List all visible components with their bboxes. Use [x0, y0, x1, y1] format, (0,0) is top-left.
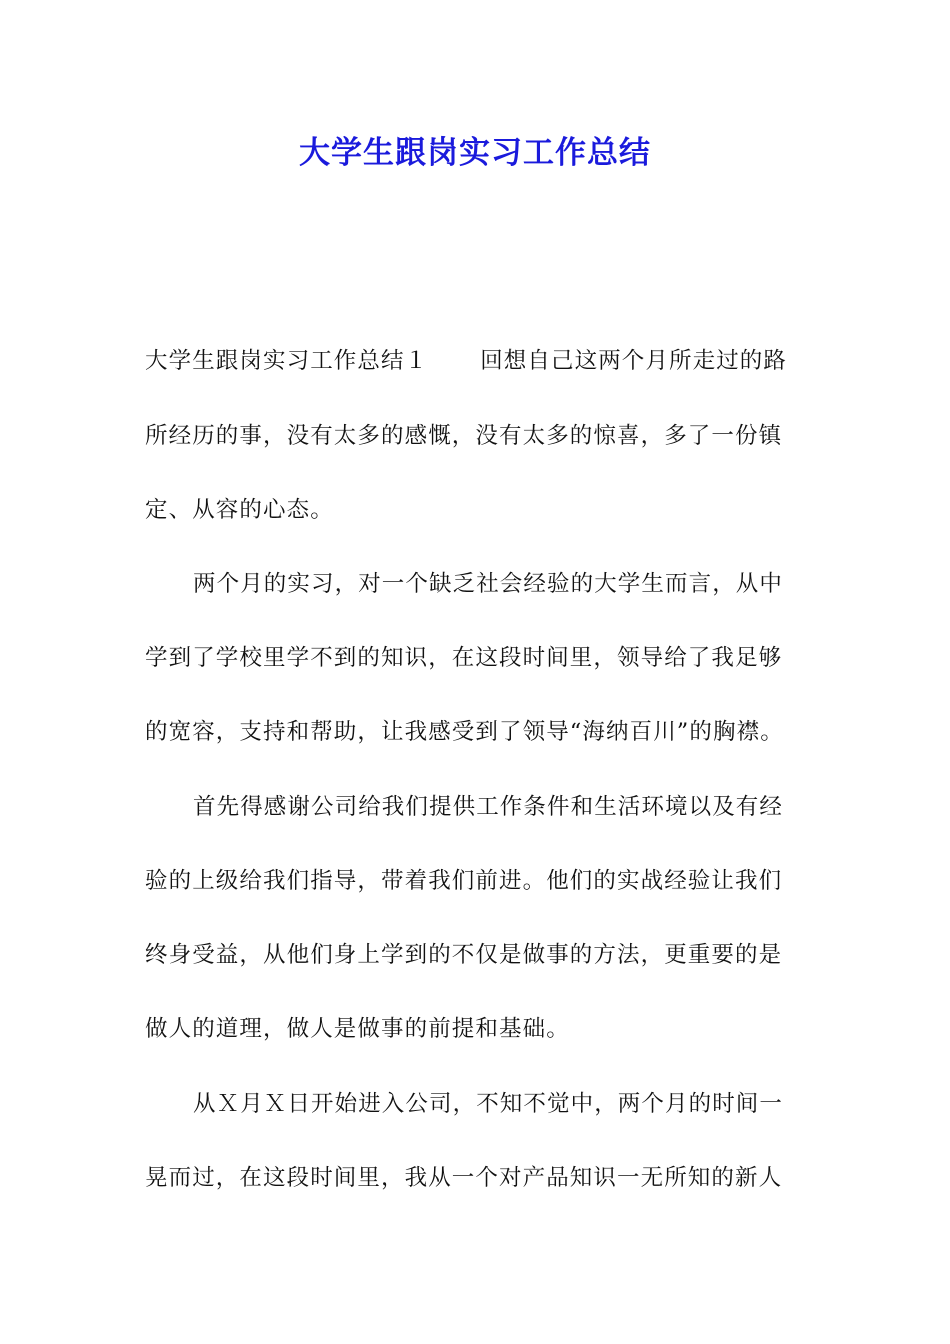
- paragraph-line: 晃而过，在这段时间里，我从一个对产品知识一无所知的新人: [145, 1165, 783, 1191]
- paragraph-text: 回想自己这两个月所走过的路: [480, 348, 788, 374]
- section-heading-inline: 大学生跟岗实习工作总结１: [145, 348, 429, 374]
- paragraph-line: 所经历的事，没有太多的感慨，没有太多的惊喜，多了一份镇: [145, 423, 783, 449]
- paragraph-line: 两个月的实习，对一个缺乏社会经验的大学生而言，从中: [193, 571, 784, 597]
- paragraph-line: 的宽容，支持和帮助，让我感受到了领导“海纳百川”的胸襟。: [145, 719, 784, 745]
- paragraph-line: 从Ｘ月Ｘ日开始进入公司，不知不觉中，两个月的时间一: [193, 1091, 784, 1117]
- paragraph-line: 验的上级给我们指导，带着我们前进。他们的实战经验让我们: [145, 868, 783, 894]
- document-title: 大学生跟岗实习工作总结: [299, 135, 651, 171]
- paragraph-line: 定、从容的心态。: [145, 497, 334, 523]
- paragraph-line: 首先得感谢公司给我们提供工作条件和生活环境以及有经: [193, 794, 784, 820]
- paragraph-line: [145, 344, 805, 378]
- paragraph-line: 学到了学校里学不到的知识，在这段时间里，领导给了我足够: [145, 645, 783, 671]
- paragraph-line: 终身受益，从他们身上学到的不仅是做事的方法，更重要的是: [145, 942, 783, 968]
- paragraph-line: 做人的道理，做人是做事的前提和基础。: [145, 1016, 570, 1042]
